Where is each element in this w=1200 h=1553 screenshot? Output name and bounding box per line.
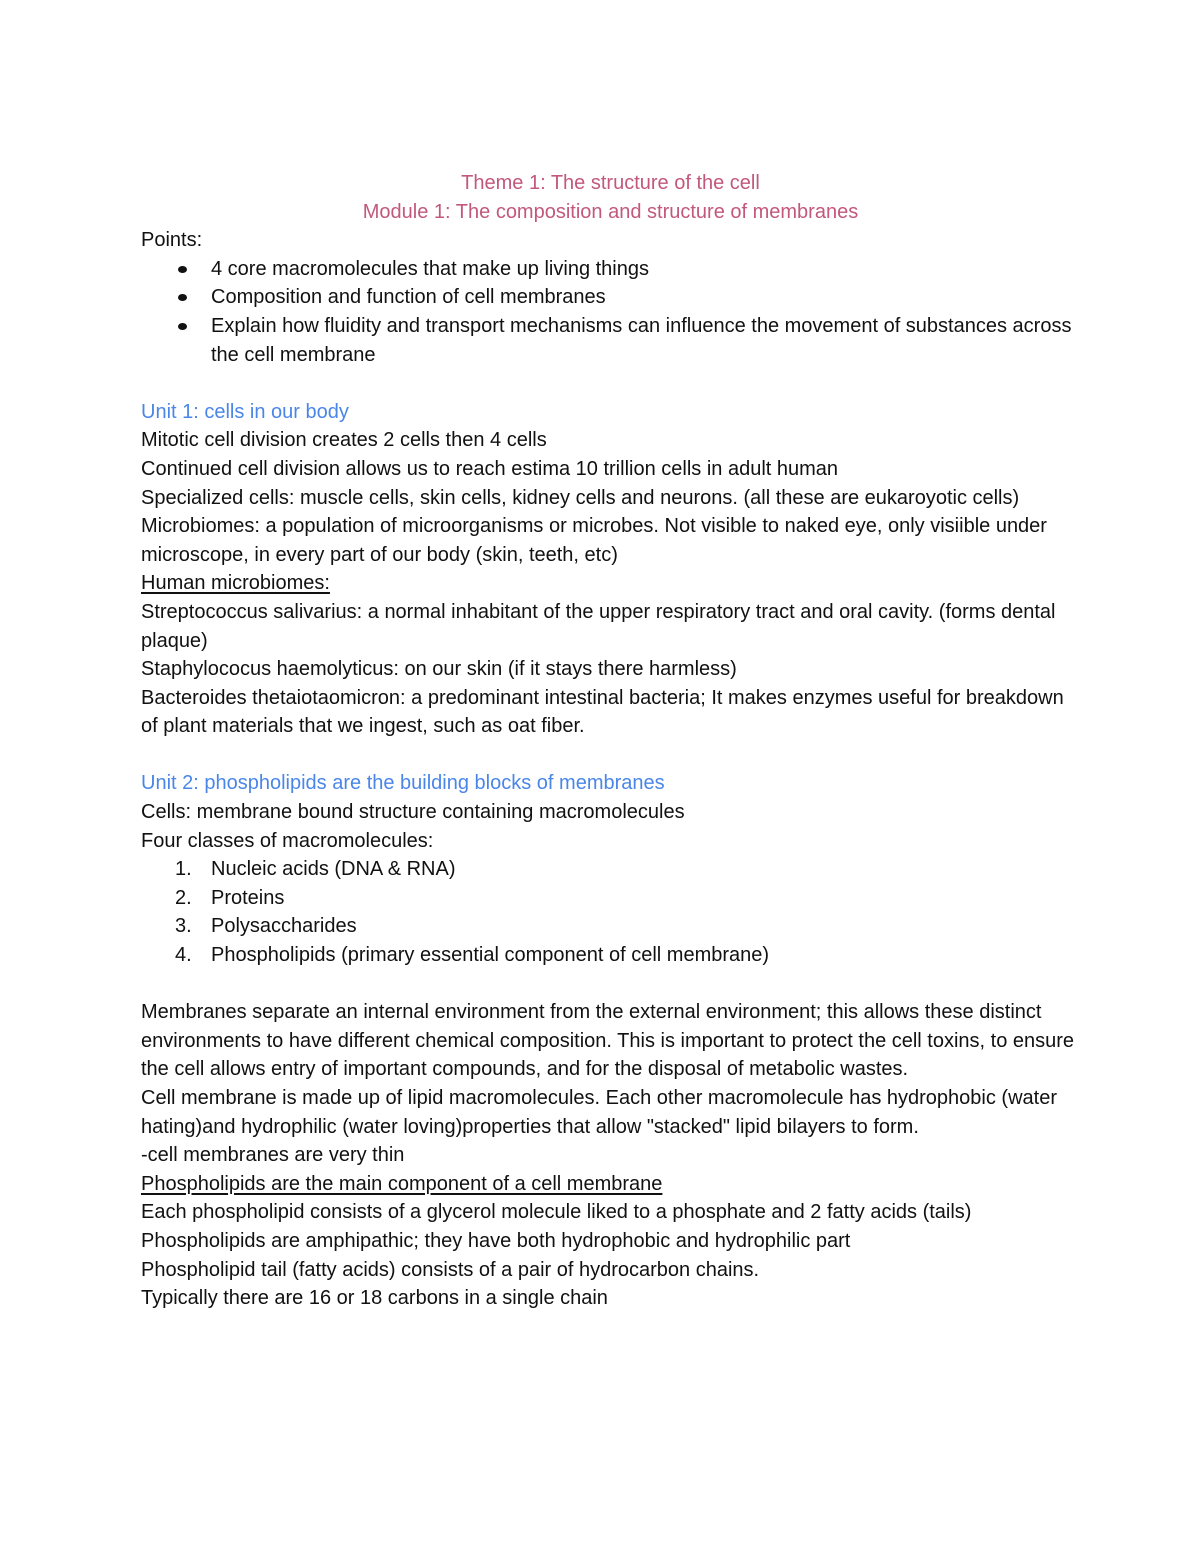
list-item: 1. Nucleic acids (DNA & RNA)	[175, 858, 456, 881]
paragraph: Each phospholipid consists of a glycerol molecule liked to a phosphate and 2 fatty acids (tails)	[141, 1201, 972, 1224]
paragraph: Specialized cells: muscle cells, skin cells, kidney cells and neurons. (all these are eukaroyotic cells)	[141, 486, 1020, 509]
unit1-heading: Unit 1: cells in our body	[141, 400, 349, 423]
module-title: Module 1: The composition and structure of membranes	[362, 200, 859, 223]
list-item: 4. Phospholipids (primary essential component of cell membrane)	[175, 944, 770, 967]
macromolecule-list	[141, 855, 1080, 969]
points-label: Points:	[141, 229, 203, 252]
unit2-heading: Unit 2: phospholipids are the building blocks of membranes	[141, 772, 665, 795]
list-item: 3. Polysaccharides	[175, 915, 357, 938]
theme-title: Theme 1: The structure of the cell	[461, 172, 760, 194]
paragraph: Four classes of macromolecules:	[141, 829, 434, 852]
microbiomes-subheading: Human microbiomes:	[141, 572, 330, 595]
paragraph: Mitotic cell division creates 2 cells then 4 cells	[141, 429, 547, 452]
bullet-icon	[178, 323, 187, 330]
paragraph: Microbiomes: a population of microorganisms or microbes. Not visible to naked eye, only visiible under microscope, in every part of our body (skin, teeth, etc)	[141, 515, 1047, 566]
phospholipids-subheading: Phospholipids are the main component of a cell membrane	[141, 1172, 663, 1195]
spacer	[141, 741, 1080, 770]
points-list	[141, 255, 1080, 369]
paragraph: Phospholipids are amphipathic; they have both hydrophobic and hydrophilic part	[141, 1229, 851, 1252]
list-item: 4 core macromolecules that make up living things	[141, 255, 1080, 284]
paragraph: Cells: membrane bound structure containing macromolecules	[141, 801, 685, 824]
bullet-icon	[178, 266, 187, 273]
paragraph: Phospholipid tail (fatty acids) consists of a pair of hydrocarbon chains.	[141, 1258, 760, 1281]
paragraph: Membranes separate an internal environment from the external environment; this allows these distinct environments to have different chemical composition. This is important to protect the cell toxins, to ensure the cell allows entry of important compounds, and for the disposal of metabolic wastes.	[141, 1001, 1075, 1081]
paragraph: Bacteroides thetaiotaomicron: a predominant intestinal bacteria; It makes enzymes useful for breakdown of plant materials that we ingest, such as oat fiber.	[141, 686, 1064, 738]
spacer	[141, 369, 1080, 398]
list-item: Composition and function of cell membranes	[141, 283, 1080, 312]
paragraph: Staphylococus haemolyticus: on our skin (if it stays there harmless)	[141, 658, 737, 681]
paragraph: Streptococcus salivarius: a normal inhabitant of the upper respiratory tract and oral cavity. (forms dental plaque)	[141, 600, 1056, 652]
list-item: 2. Proteins	[175, 886, 285, 909]
paragraph: Cell membrane is made up of lipid macromolecules. Each other macromolecule has hydrophobic (water hating)and hydrophilic (water loving)properties that allow "stacked" lipid bilayers to form.	[141, 1087, 1057, 1138]
bullet-icon	[178, 294, 187, 301]
list-item: Explain how fluidity and transport mechanisms can influence the movement of substances across the cell membrane	[141, 312, 1080, 369]
paragraph: -cell membranes are very thin	[141, 1144, 405, 1167]
spacer	[141, 970, 1080, 999]
paragraph: Typically there are 16 or 18 carbons in a single chain	[141, 1287, 608, 1310]
paragraph: Continued cell division allows us to reach estima 10 trillion cells in adult human	[141, 457, 839, 480]
